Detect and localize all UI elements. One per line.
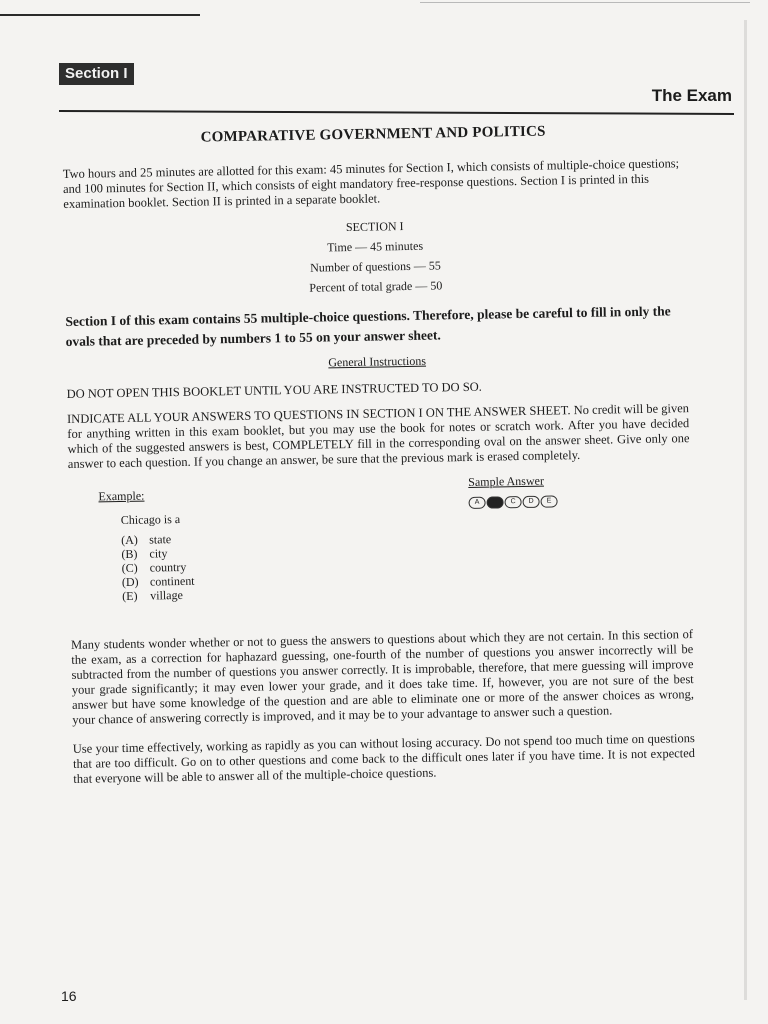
header-rule: [59, 110, 734, 115]
oval-d: D: [522, 496, 539, 508]
main-content: [62, 117, 695, 787]
section-info-title: SECTION I: [345, 219, 404, 235]
page-title: COMPARATIVE GOVERNMENT AND POLITICS: [200, 123, 546, 146]
general-instructions-heading: General Instructions: [328, 353, 427, 370]
example-choices: [121, 532, 195, 603]
exam-title: The Exam: [651, 86, 732, 105]
time-use-paragraph: Use your time effectively, working as rapidly as you can without losing accuracy. Do not spend too much time on questions that are too difficult. Go on to other questions and come back to the difficult ones later if you have time. It is not expected that everyone will be able to answer all of the multiple-choice questions.: [72, 731, 696, 786]
guessing-paragraph: Many students wonder whether or not to guess the answers to questions about which they are not certain. In this section of the exam, as a correction for haphazard guessing, one-fourth of the number of questions you answer incorrectly will be subtracted from the number of questions you answer correctly. It is improbable, therefore, that mere guessing will improve your grade significantly; it may even lower your grade, and it does take time. If, however, you are not sure of the best answer but have some knowledge of the question and are able to eliminate one or more of the answer choices as wrong, your chance of answering correctly is improved, and it may be to your advantage to answer such a question.: [70, 627, 695, 727]
oval-e: E: [540, 495, 557, 507]
choice-text: state: [149, 532, 172, 547]
choice-text: city: [149, 546, 168, 561]
section-tag: Section I: [59, 63, 134, 85]
indicate-answers-paragraph: INDICATE ALL YOUR ANSWERS TO QUESTIONS IN SECTION I ON THE ANSWER SHEET. No credit will be given for anything written in this exam booklet, but you may use the book for notes or scratch work. After you have decided which of the suggested answers is best, COMPLETELY fill in the corresponding oval on the answer sheet. Give only one answer to each question. If you change an answer, be sure that the previous mark is erased completely.: [66, 401, 690, 471]
page-number: 16: [61, 988, 77, 1004]
choice-d: [122, 574, 195, 589]
section-info-percent: Percent of total grade — 50: [309, 278, 443, 295]
top-rule: [0, 14, 200, 16]
example-question: Chicago is a: [120, 511, 181, 528]
example-block: [68, 471, 692, 602]
oval-c: C: [504, 496, 521, 508]
choice-letter: (C): [121, 560, 138, 576]
choice-letter: (A): [121, 532, 138, 548]
choice-text: country: [149, 559, 187, 575]
section-info: [64, 211, 687, 302]
choice-letter: (D): [121, 574, 139, 590]
bold-notice: Section I of this exam contains 55 multiple-choice questions. Therefore, please be careful to fill in only the ovals that are preceded by numbers 1 to 55 on your answer sheet.: [65, 303, 671, 349]
choice-b: [121, 546, 194, 561]
choice-e: [122, 588, 195, 603]
oval-b-filled: B: [486, 496, 503, 508]
top-rule-right: [420, 2, 750, 3]
choice-text: village: [150, 587, 183, 603]
sample-answer-ovals: [469, 495, 558, 509]
choice-c: [122, 560, 195, 575]
example-label: Example:: [98, 488, 145, 504]
choice-letter: (E): [122, 588, 138, 604]
choice-text: continent: [149, 573, 195, 589]
oval-a: A: [469, 497, 486, 509]
section-info-questions: Number of questions — 55: [310, 258, 441, 275]
intro-paragraph: Two hours and 25 minutes are allotted for this exam: 45 minutes for Section I, which consists of multiple-choice questions; and 100 minutes for Section II, which consists of eight mandatory free-response questions. Section I is printed in this examination booklet. Section II is printed in a separate booklet.: [62, 156, 680, 211]
section-info-time: Time — 45 minutes: [327, 238, 424, 255]
choice-a: [121, 532, 194, 547]
page-edge-shadow: [744, 20, 747, 1000]
sample-answer-label: Sample Answer: [468, 473, 545, 489]
choice-letter: (B): [121, 546, 138, 562]
do-not-open-notice: DO NOT OPEN THIS BOOKLET UNTIL YOU ARE INSTRUCTED TO DO SO.: [66, 379, 482, 401]
